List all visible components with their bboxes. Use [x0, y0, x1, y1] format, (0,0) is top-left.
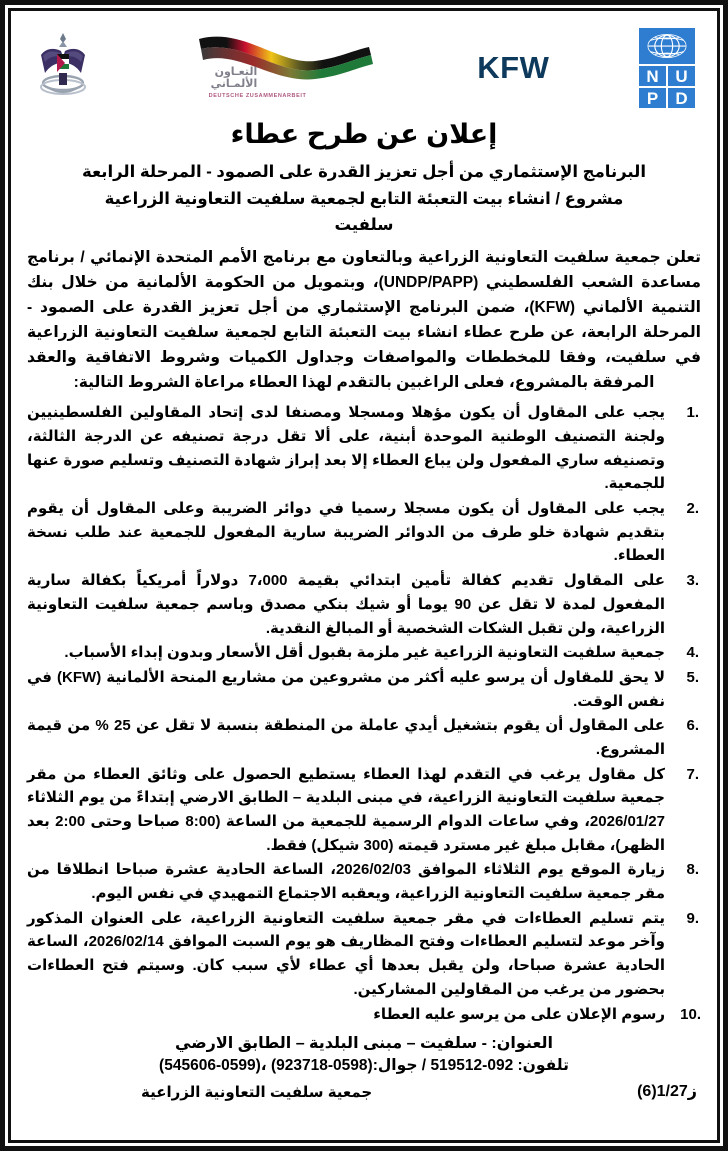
undp-letter-u: U: [668, 66, 695, 86]
kfw-logo: KFW: [477, 50, 550, 85]
undp-globe-icon: [639, 28, 695, 64]
term-item-5: لا يحق للمقاول أن يرسو عليه أكثر من مشروعين من مشاريع المنحة الألمانية (KFW) في نفس الوقت.: [27, 668, 665, 710]
term-item-6: على المقاول أن يقوم بتشغيل أيدي عاملة من المنطقة بنسبة لا تقل عن 25 % من قيمة المشروع.: [27, 717, 665, 758]
term-item-8: زيارة الموقع يوم الثلاثاء الموافق 2026/02/03، الساعة الحادية عشرة صباحا انطلاقا من مقر جمعية سلفيت التعاونية الزراعية، ويعقبه الاجتماع التمهيدي في نفس اليوم.: [27, 861, 666, 903]
undp-logo: [639, 28, 695, 108]
german-cooperation-german-label: DEUTSCHE ZUSAMMENARBEIT: [208, 93, 307, 99]
term-item-3: على المقاول تقديم كفالة تأمين ابتدائي بقيمة 7،000 دولاراً أمريكياً بكفالة سارية المفعول لمدة لا تقل عن 90 يوما أو شيك بنكي مصدق وباسم جمعية سلفيت التعاونية الزراعية، ولن تقبل الشكات الشخصية أو المبالغ النقدية.: [27, 572, 665, 637]
undp-letter-d: D: [668, 88, 695, 108]
subtitle-line-1: البرنامج الإستثماري من أجل تعزيز القدرة على الصمود - المرحلة الرابعة: [81, 163, 647, 181]
term-item-2: يجب على المقاول أن يكون مسجلا رسميا في دوائر الضريبة وعلى المقاول أن يقوم بتقديم شهادة خلو طرف من الدوائر الضريبة سارية المفعول للجمعية عند طلب نسخة العطاء.: [27, 500, 665, 565]
logo-bar: [25, 19, 703, 117]
page-content: [11, 11, 717, 1140]
undp-letter-n: N: [639, 66, 666, 86]
subtitle-line-2: مشروع / انشاء بيت التعبئة التابع لجمعية سلفيت التعاونية الزراعية: [104, 189, 624, 208]
terms-list: [27, 401, 701, 1026]
undp-letter-p: P: [639, 88, 666, 108]
footer-reference-code: ز1/27(6): [637, 1083, 697, 1101]
address-line: العنوان: - سلفيت – مبنى البلدية – الطابق الارضي: [175, 1035, 553, 1053]
subtitle-line-3: سلفيت: [334, 216, 394, 235]
footer-organization-name: جمعية سلفيت التعاونية الزراعية: [141, 1084, 373, 1102]
term-item-4: جمعية سلفيت التعاونية الزراعية غير ملزمة بقبول أقل الأسعار وبدون إبداء الأسباب.: [64, 644, 665, 662]
term-item-7: كل مقاول يرغب في التقدم لهذا العطاء يستطيع الحصول على وثائق العطاء من مقر جمعية سلفيت التعاونية الزراعية، في مبنى البلدية – الطابق الارضي إبتداءً من يوم الثلاثاء 2026/01/27، وفي ساعات الدوام الرسمية للجمعية من الساعة (8:00 صباحا وحتى 2:00 بعد الظهر)، مقابل مبلغ غير مسترد قيمته (300 شيكل) فقط.: [27, 765, 665, 854]
term-item-1: يجب على المقاول أن يكون مؤهلا ومسجلا ومصنفا لدى إتحاد المقاولين الفلسطينيين ولجنة التصنيف الوطنية الموحدة أبنية، على ألا تقل درجة تصنيفه عن الدرجة الثالثة، وتصنيفه ساري المفعول ولن يباع العطاء إلا بعد إبراز شهادة التصنيف وتسليم صورة عنها للجمعية.: [27, 404, 665, 493]
intro-paragraph: تعلن جمعية سلفيت التعاونية الزراعية وبالتعاون مع برنامج الأمم المتحدة الإنمائي / برنامج مساعدة الشعب الفلسطيني (UNDP/PAPP)، وبتمويل من الحكومة الألمانية من خلال بنك التنمية الألماني (KFW)، ضمن البرنامج الإستثماري من أجل تعزيز القدرة على الصمود - المرحلة الرابعة، عن طرح عطاء انشاء بيت التعبئة التابع لجمعية سلفيت التعاونية الزراعية في سلفيت، وفقا للمخططات والمواصفات وجداول الكميات وشروط الاتفاقية والعقد المرفقة بالمشروع، فعلى الراغبين بالتقدم لهذا العطاء مراعاة الشروط التالية:: [27, 248, 701, 392]
footer-row: [25, 1081, 703, 1101]
phone-line: تلفون: 092-519512 / جوال:(0598-923718) ،(0599-545606): [159, 1057, 569, 1075]
palestinian-authority-emblem-icon: [33, 27, 93, 109]
term-item-10: رسوم الإعلان على من يرسو عليه العطاء: [373, 1005, 665, 1023]
german-cooperation-arabic-label: التعـاون الألمـاني: [210, 66, 258, 90]
term-item-9: يتم تسليم العطاءات في مقر جمعية سلفيت التعاونية الزراعية، على العنوان المذكور وآخر موعد لتسليم العطاءات وفتح المظاريف هو يوم السبت الموافق 2026/02/14، الساعة الحادية عشرة صباحا، ولن يقبل بعدها أي عطاء لأي سبب كان. وسيتم فتح العطاءات بحضور من يرغب من المقاولين المشاركين.: [27, 909, 665, 998]
subtitle-block: [49, 160, 679, 239]
undp-letters-row-2: [639, 88, 695, 108]
page-inner-border: [8, 8, 720, 1143]
german-cooperation-logo: [183, 31, 388, 105]
undp-letters-row-1: [639, 66, 695, 86]
page-title: إعلان عن طرح عطاء: [230, 119, 498, 149]
